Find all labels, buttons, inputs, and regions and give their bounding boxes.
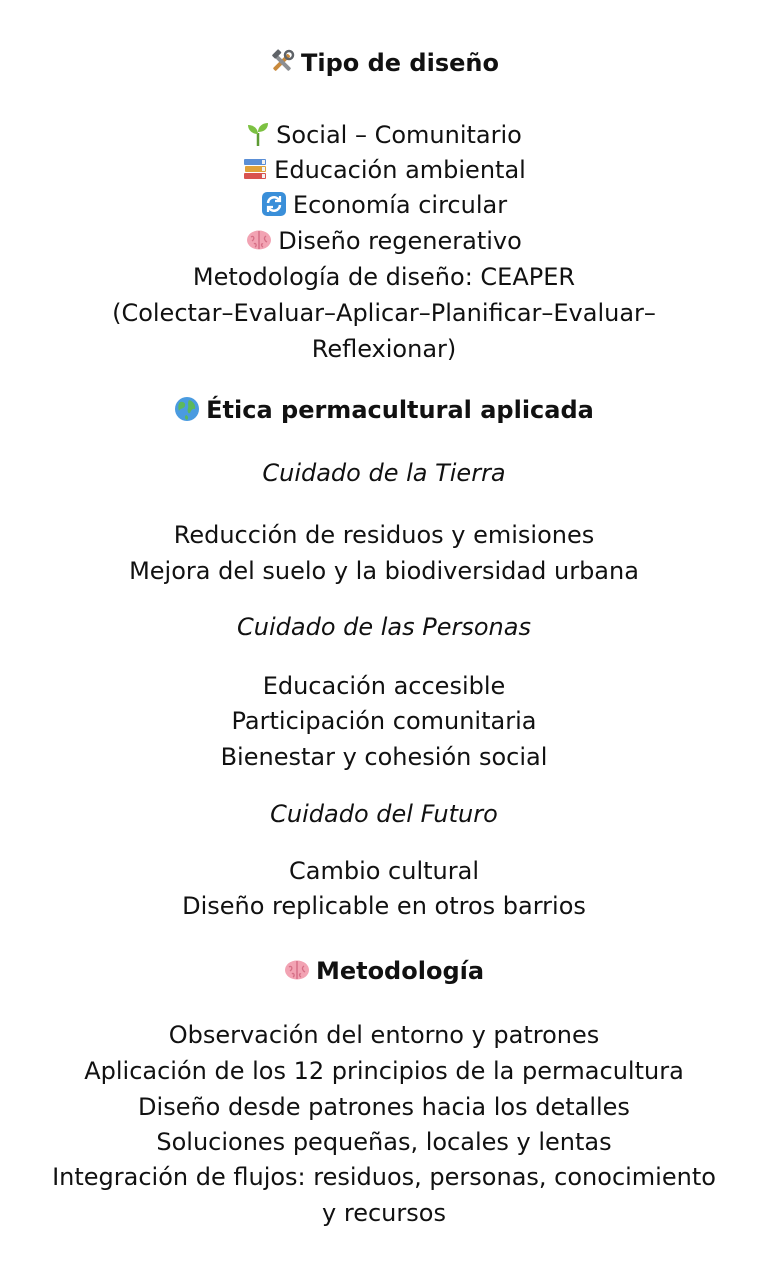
brain-icon bbox=[246, 229, 272, 251]
subheading-cuidado-personas: Cuidado de las Personas bbox=[237, 613, 531, 641]
metodologia-heading-text: Metodología bbox=[315, 957, 485, 985]
heading-tipo-de-diseno bbox=[0, 46, 768, 80]
metodologia-item: Soluciones pequeñas, locales y lentas bbox=[156, 1128, 612, 1156]
futuro-item: Cambio cultural bbox=[289, 857, 479, 885]
personas-item: Educación accesible bbox=[262, 672, 506, 700]
tipo-item-regenerativo bbox=[0, 224, 768, 258]
tipo-item-educacion bbox=[0, 153, 768, 187]
seedling-icon bbox=[246, 121, 270, 147]
tierra-item: Reducción de residuos y emisiones bbox=[173, 521, 595, 549]
futuro-item: Diseño replicable en otros barrios bbox=[182, 892, 586, 920]
personas-item: Participación comunitaria bbox=[231, 707, 537, 735]
metodologia-item: Diseño desde patrones hacia los detalles bbox=[138, 1093, 630, 1121]
metodologia-item: Aplicación de los 12 principios de la permacultura bbox=[84, 1057, 684, 1085]
cycle-icon bbox=[261, 191, 287, 217]
globe-icon bbox=[174, 396, 200, 422]
tipo-item-ceaper-steps: (Colectar–Evaluar–Aplicar–Planificar–Evaluar– bbox=[112, 299, 656, 327]
metodologia-item: Integración de flujos: residuos, personas, conocimiento bbox=[52, 1163, 716, 1191]
metodologia-item: Observación del entorno y patrones bbox=[168, 1021, 600, 1049]
tipo-heading-text: Tipo de diseño bbox=[301, 49, 499, 77]
etica-heading-text: Ética permacultural aplicada bbox=[206, 396, 594, 424]
subheading-cuidado-futuro: Cuidado del Futuro bbox=[270, 800, 498, 828]
tipo-item-text: Diseño regenerativo bbox=[278, 227, 522, 255]
tipo-item-text: Educación ambiental bbox=[274, 156, 526, 184]
tipo-item-economia bbox=[0, 188, 768, 222]
brain-icon bbox=[284, 959, 310, 981]
heading-etica bbox=[0, 393, 768, 427]
books-icon bbox=[242, 157, 268, 181]
tipo-item-metodologia: Metodología de diseño: CEAPER bbox=[192, 263, 576, 291]
metodologia-item: y recursos bbox=[322, 1199, 446, 1227]
personas-item: Bienestar y cohesión social bbox=[220, 743, 548, 771]
tipo-item-text: Social – Comunitario bbox=[276, 121, 522, 149]
heading-metodologia bbox=[0, 954, 768, 988]
tipo-item-ceaper-steps-end: Reflexionar) bbox=[311, 335, 457, 363]
tierra-item: Mejora del suelo y la biodiversidad urbana bbox=[129, 557, 639, 585]
tools-icon bbox=[269, 49, 295, 75]
tipo-item-social bbox=[0, 118, 768, 152]
subheading-cuidado-tierra: Cuidado de la Tierra bbox=[262, 459, 506, 487]
tipo-item-text: Economía circular bbox=[292, 191, 508, 219]
